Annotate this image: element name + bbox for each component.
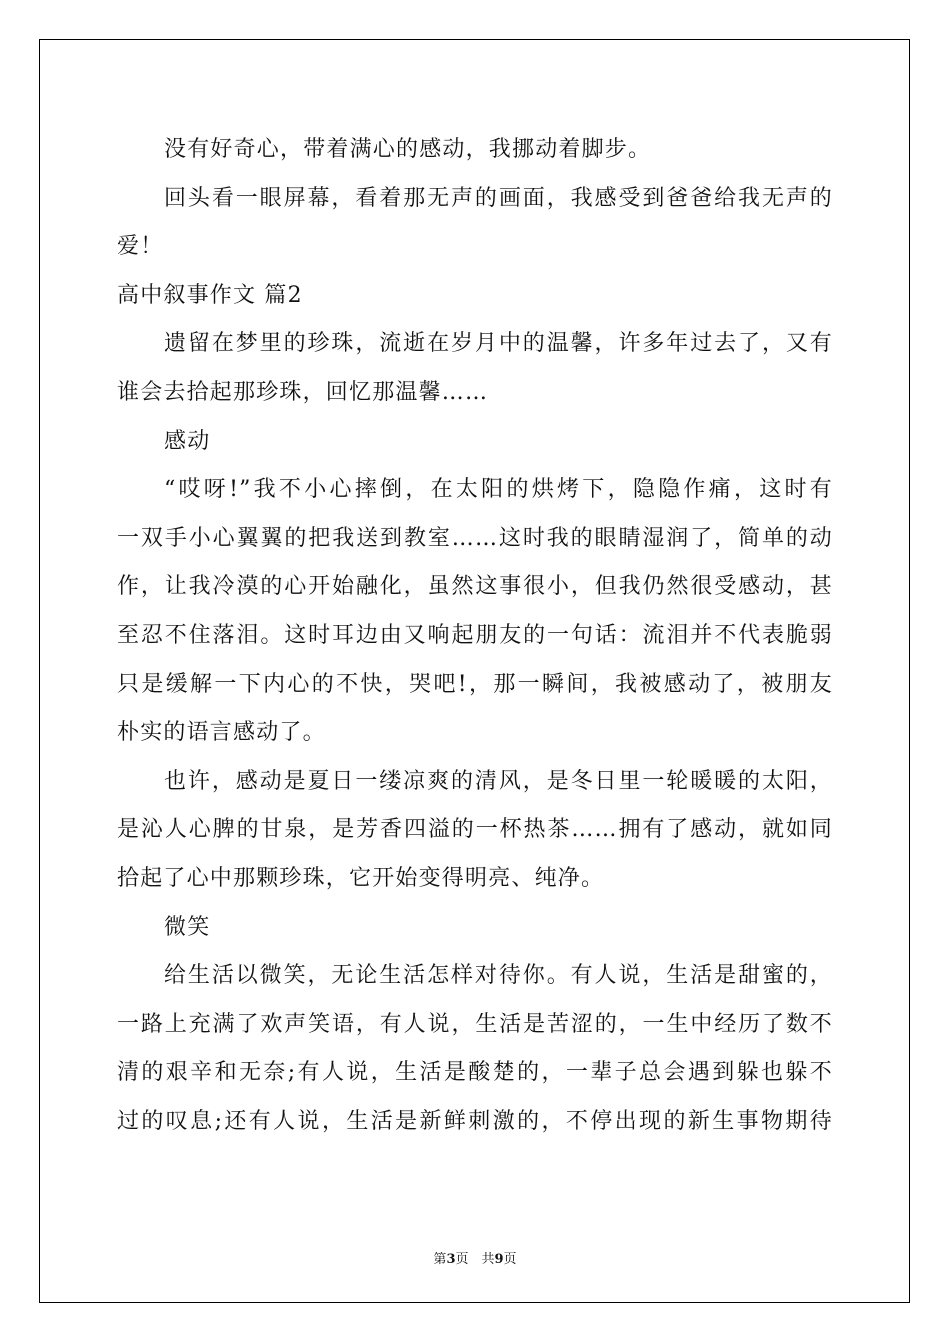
paragraph-line: 一路上充满了欢声笑语，有人说，生活是苦涩的，一生中经历了数不 — [117, 1011, 833, 1037]
paragraph-line: 清的艰辛和无奈;有人说，生活是酸楚的，一辈子总会遇到躲也躲不 — [117, 1060, 833, 1086]
paragraph-line: 一双手小心翼翼的把我送到教室……这时我的眼睛湿润了，简单的动 — [117, 525, 833, 551]
paragraph-line: 至忍不住落泪。这时耳边由又响起朋友的一句话：流泪并不代表脆弱 — [117, 622, 833, 648]
paragraph-line: 给生活以微笑，无论生活怎样对待你。有人说，生活是甜蜜的， — [164, 963, 833, 989]
paragraph-line: “哎呀!”我不小心摔倒，在太阳的烘烤下，隐隐作痛，这时有 — [164, 477, 833, 503]
page-footer — [0, 1248, 950, 1267]
paragraph-line: 作，让我冷漠的心开始融化，虽然这事很小，但我仍然很受感动，甚 — [117, 574, 833, 600]
paragraph-line: 遗留在梦里的珍珠，流逝在岁月中的温馨，许多年过去了，又有 — [164, 331, 833, 357]
footer-prefix: 第 — [433, 1252, 447, 1267]
subheading: 感动 — [164, 428, 211, 454]
total-pages: 9 — [494, 1252, 504, 1267]
footer-suffix: 页 — [503, 1252, 517, 1267]
paragraph-line: 是沁人心脾的甘泉，是芳香四溢的一杯热茶……拥有了感动，就如同 — [117, 817, 833, 843]
paragraph-line: 没有好奇心，带着满心的感动，我挪动着脚步。 — [164, 137, 652, 162]
paragraph-line: 只是缓解一下内心的不快，哭吧!，那一瞬间，我被感动了，被朋友 — [117, 671, 833, 697]
current-page-number: 3 — [446, 1252, 456, 1267]
section-heading: 高中叙事作文 篇2 — [117, 282, 303, 308]
footer-middle: 页 共 — [455, 1252, 495, 1267]
paragraph-line: 也许，感动是夏日一缕凉爽的清风，是冬日里一轮暖暖的太阳， — [164, 768, 833, 794]
paragraph-line: 谁会去拾起那珍珠，回忆那温馨…… — [117, 379, 489, 405]
document-body — [117, 126, 833, 1146]
subheading: 微笑 — [164, 914, 211, 940]
paragraph-line: 拾起了心中那颗珍珠，它开始变得明亮、纯净。 — [117, 865, 605, 891]
paragraph-line: 回头看一眼屏幕，看着那无声的画面，我感受到爸爸给我无声的 — [164, 185, 833, 211]
paragraph-line: 朴实的语言感动了。 — [117, 720, 326, 746]
paragraph-line: 过的叹息;还有人说，生活是新鲜刺激的，不停出现的新生事物期待 — [117, 1108, 833, 1134]
paragraph-line: 爱！ — [117, 234, 164, 260]
